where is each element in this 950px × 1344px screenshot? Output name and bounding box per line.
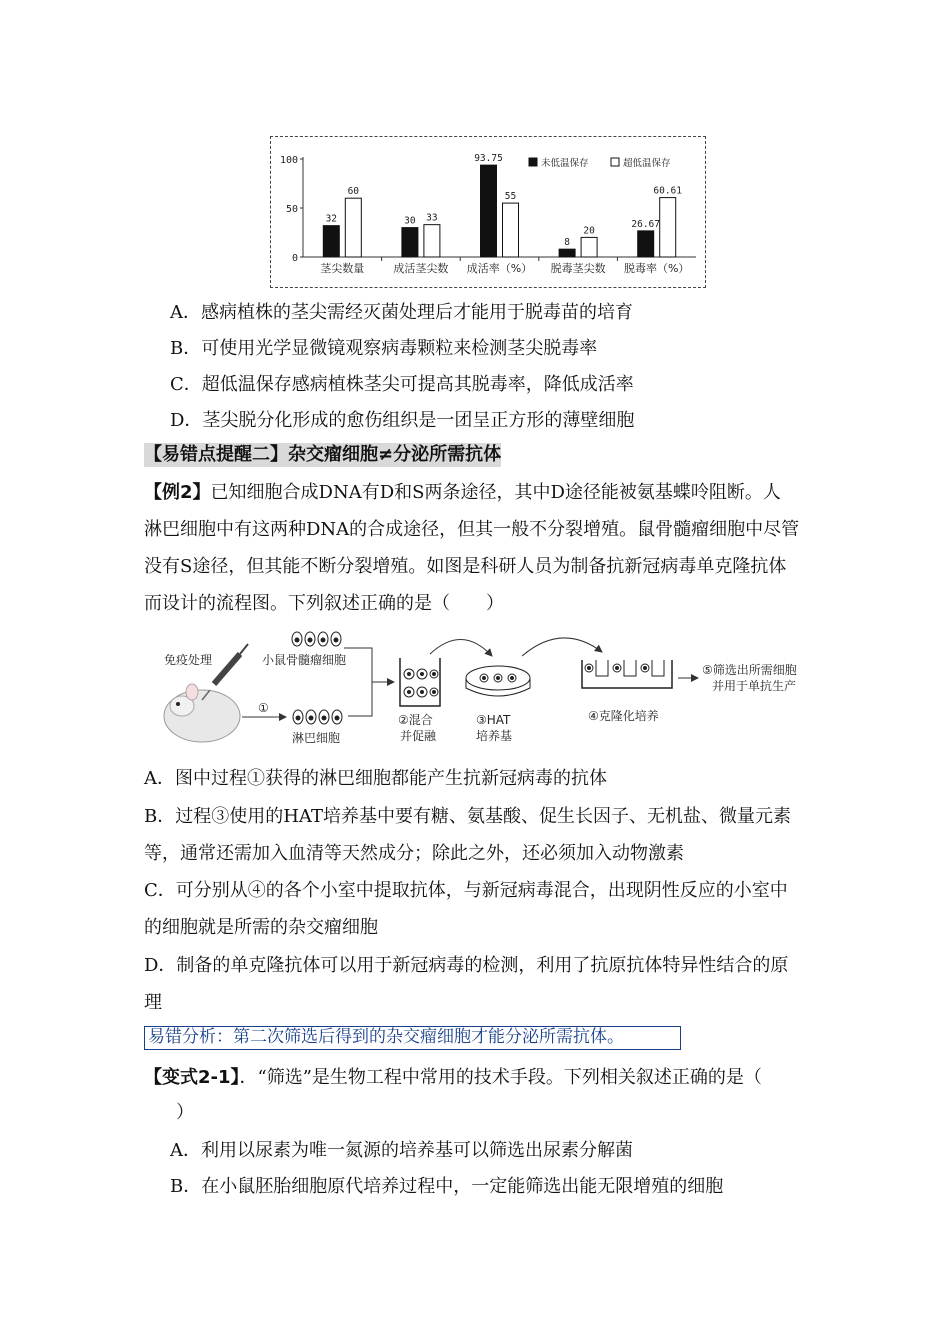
example2-label: 【例2】 <box>144 482 211 503</box>
example2-line-2: 淋巴细胞中有这两种DNA的合成途径，但其一般不分裂增殖。鼠骨髓瘤细胞中尽管 <box>144 519 800 540</box>
bar <box>481 165 497 257</box>
q1-option-d: D．茎尖脱分化形成的愈伤组织是一团呈正方形的薄壁细胞 <box>170 410 635 431</box>
bar-chart <box>271 137 704 286</box>
category-label: 成活茎尖数 <box>393 262 449 275</box>
q2-option-c-1: C．可分别从④的各个小室中提取抗体，与新冠病毒混合，出现阴性反应的小室中 <box>144 880 788 901</box>
legend-label: 未低温保存 <box>541 158 589 169</box>
label-step3a: ③HAT <box>476 713 511 727</box>
bar <box>660 198 676 257</box>
bar-value-label: 33 <box>426 212 438 224</box>
variant-option-a: A．利用以尿素为唯一氮源的培养基可以筛选出尿素分解菌 <box>170 1140 633 1161</box>
y-tick-label: 100 <box>279 155 298 166</box>
bar-value-label: 8 <box>564 237 570 249</box>
label-step4: ④克隆化培养 <box>588 709 659 723</box>
bar-value-label: 20 <box>583 225 595 237</box>
bar <box>559 249 575 257</box>
flow-diagram <box>162 628 822 750</box>
section-heading: 【易错点提醒二】杂交瘤细胞≠分泌所需抗体 <box>144 444 502 465</box>
variant-line-1 <box>144 1066 762 1090</box>
example2-text-1: 已知细胞合成DNA有D和S两条途径，其中D途径能被氨基蝶呤阻断。人 <box>210 482 781 503</box>
bar-value-label: 60.61 <box>653 185 683 197</box>
q1-option-a: A．感病植株的茎尖需经灭菌处理后才能用于脱毒苗的培育 <box>170 302 633 323</box>
category-label: 成活率（%） <box>466 262 533 275</box>
label-step5a: ⑤筛选出所需细胞 <box>702 663 797 677</box>
label-step2b: 并促融 <box>400 729 437 743</box>
label-lymph: 淋巴细胞 <box>292 731 341 745</box>
bar-value-label: 60 <box>347 186 360 198</box>
variant-option-b: B．在小鼠胚胎细胞原代培养过程中，一定能筛选出能无限增殖的细胞 <box>170 1176 724 1197</box>
variant-line-2: ） <box>176 1102 194 1123</box>
bar-chart-frame <box>270 136 706 288</box>
legend-label: 超低温保存 <box>623 158 671 169</box>
label-step1: ① <box>258 701 269 715</box>
example2-line-3: 没有S途径，但其能不断分裂增殖。如图是科研人员为制备抗新冠病毒单克隆抗体 <box>144 556 787 577</box>
category-label: 茎尖数量 <box>320 262 365 275</box>
bar <box>638 231 654 257</box>
label-step5b: 并用于单抗生产 <box>712 679 797 693</box>
bar <box>402 228 418 257</box>
label-immune: 免疫处理 <box>164 653 213 667</box>
label-step2a: ②混合 <box>398 713 433 727</box>
example2-line-1 <box>144 481 781 505</box>
myeloma-cells <box>292 632 341 646</box>
petri-dish-icon <box>466 666 530 696</box>
q1-option-c: C．超低温保存感病植株茎尖可提高其脱毒率，降低成活率 <box>170 374 634 395</box>
analysis-box: 易错分析：第二次筛选后得到的杂交瘤细胞才能分泌所需抗体。 <box>144 1026 681 1050</box>
lymph-cells <box>293 710 342 724</box>
bar <box>581 237 597 257</box>
variant-text-1: ．“筛选”是生物工程中常用的技术手段。下列相关叙述正确的是（ <box>239 1067 762 1088</box>
beaker-icon <box>400 658 440 706</box>
bar-value-label: 93.75 <box>474 153 503 165</box>
example2-line-4: 而设计的流程图。下列叙述正确的是（ ） <box>144 593 504 614</box>
q2-option-d-1: D．制备的单克隆抗体可以用于新冠病毒的检测，利用了抗原抗体特异性结合的原 <box>144 955 789 976</box>
bar-value-label: 55 <box>504 191 517 203</box>
category-label: 脱毒率（%） <box>623 262 690 275</box>
q1-option-b: B．可使用光学显微镜观察病毒颗粒来检测茎尖脱毒率 <box>170 338 598 359</box>
category-label: 脱毒茎尖数 <box>550 262 606 275</box>
bar <box>424 225 440 257</box>
q2-option-c-2: 的细胞就是所需的杂交瘤细胞 <box>144 917 378 938</box>
label-step3b: 培养基 <box>476 729 513 743</box>
label-myeloma: 小鼠骨髓瘤细胞 <box>262 653 347 667</box>
q2-option-a: A．图中过程①获得的淋巴细胞都能产生抗新冠病毒的抗体 <box>144 768 607 789</box>
q2-option-d-2: 理 <box>144 992 162 1013</box>
mouse-image <box>164 684 240 742</box>
bar-value-label: 30 <box>404 215 416 227</box>
legend-swatch <box>611 158 619 166</box>
variant-label: 【变式2-1】 <box>144 1067 240 1088</box>
bar-value-label: 32 <box>325 213 338 225</box>
legend-swatch <box>529 158 537 166</box>
bar <box>503 203 519 257</box>
q2-option-b-2: 等，通常还需加入血清等天然成分；除此之外，还必须加入动物激素 <box>144 843 684 864</box>
y-tick-label: 50 <box>285 204 298 215</box>
bar <box>323 226 339 257</box>
bar <box>345 198 361 257</box>
bar-value-label: 26.67 <box>631 218 661 230</box>
q2-option-b-1: B．过程③使用的HAT培养基中要有糖、氨基酸、促生长因子、无机盐、微量元素 <box>144 806 791 827</box>
y-tick-label: 0 <box>291 253 298 264</box>
clone-plate-icon <box>582 660 672 688</box>
